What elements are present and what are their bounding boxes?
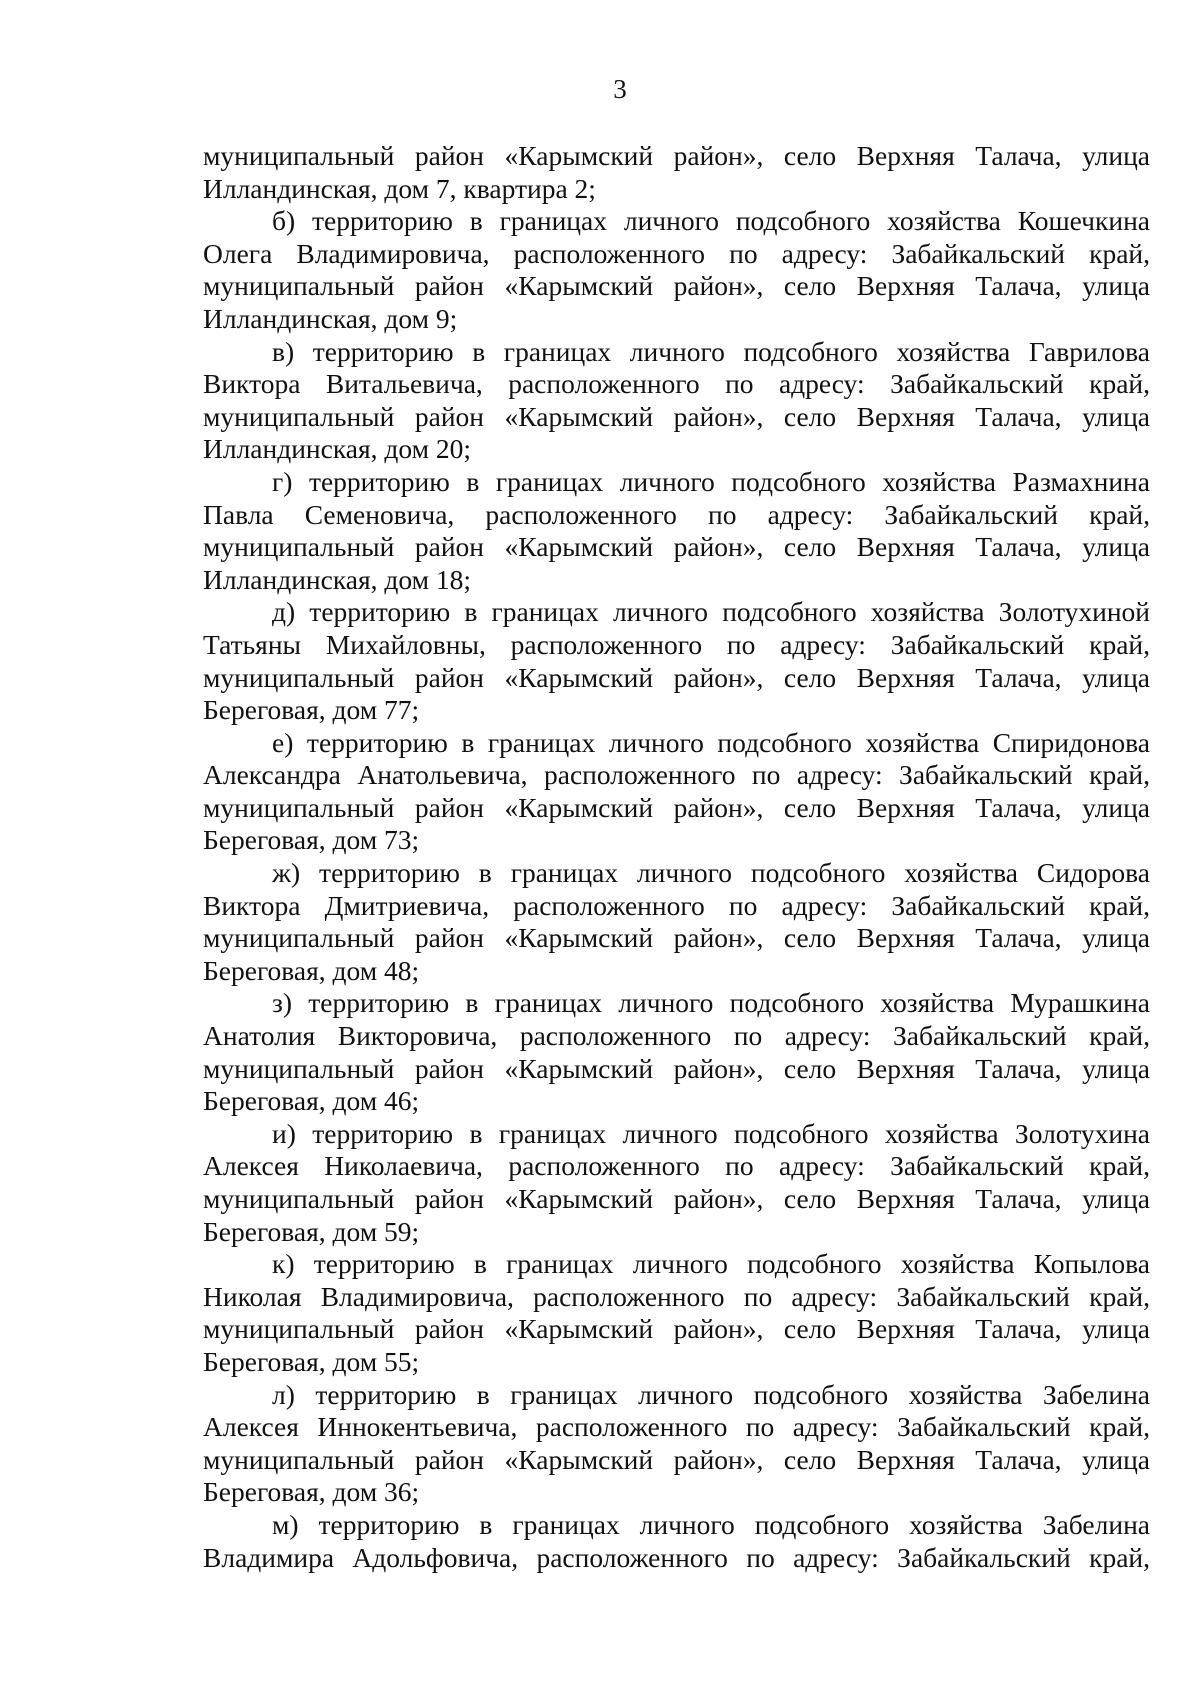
page-number: 3 <box>613 74 627 104</box>
paragraph-item-v: в) территорию в границах личного подсобного хозяйства Гаврилова Виктора Витальевича, расположенного по адресу: Забайкальский край, муниципальный район «Карымский район», село Верхняя Талача, улица Илландинская, дом 20; <box>203 335 1150 465</box>
document-body <box>203 140 1150 1574</box>
paragraph-item-zh: ж) территорию в границах личного подсобного хозяйства Сидорова Виктора Дмитриевича, расположенного по адресу: Забайкальский край, муниципальный район «Карымский район», село Верхняя Талача, улица Береговая, дом 48; <box>203 857 1150 986</box>
paragraph-continuation: муниципальный район «Карымский район», село Верхняя Талача, улица Илландинская, дом 7, квартира 2; <box>203 140 1150 204</box>
paragraph-item-g: г) территорию в границах личного подсобного хозяйства Размахнина Павла Семеновича, расположенного по адресу: Забайкальский край, муниципальный район «Карымский район», село Верхняя Талача, улица Илландинская, дом 18; <box>203 465 1150 595</box>
paragraph-item-z: з) территорию в границах личного подсобного хозяйства Мурашкина Анатолия Викторовича, расположенного по адресу: Забайкальский край, муниципальный район «Карымский район», село Верхняя Талача, улица Береговая, дом 46; <box>203 987 1150 1117</box>
paragraph-item-e: е) территорию в границах личного подсобного хозяйства Спиридонова Александра Анатольевича, расположенного по адресу: Забайкальский край, муниципальный район «Карымский район», село Верхняя Талача, улица Береговая, дом 73; <box>203 726 1150 856</box>
paragraph-item-i: и) территорию в границах личного подсобного хозяйства Золотухина Алексея Николаевича, расположенного по адресу: Забайкальский край, муниципальный район «Карымский район», село Верхняя Талача, улица Береговая, дом 59; <box>203 1117 1150 1247</box>
paragraph-item-l: л) территорию в границах личного подсобного хозяйства Забелина Алексея Иннокентьевича, расположенного по адресу: Забайкальский край, муниципальный район «Карымский район», село Верхняя Талача, улица Береговая, дом 36; <box>203 1378 1150 1508</box>
paragraph-item-b: б) территорию в границах личного подсобного хозяйства Кошечкина Олега Владимировича, расположенного по адресу: Забайкальский край, муниципальный район «Карымский район», село Верхняя Талача, улица Илландинская, дом 9; <box>203 205 1150 334</box>
paragraph-item-d: д) территорию в границах личного подсобного хозяйства Золотухиной Татьяны Михайловны, расположенного по адресу: Забайкальский край, муниципальный район «Карымский район», село Верхняя Талача, улица Береговая, дом 77; <box>203 596 1150 726</box>
paragraph-item-k: к) территорию в границах личного подсобного хозяйства Копылова Николая Владимировича, расположенного по адресу: Забайкальский край, муниципальный район «Карымский район», село Верхняя Талача, улица Береговая, дом 55; <box>203 1248 1150 1377</box>
paragraph-item-m: м) территорию в границах личного подсобного хозяйства Забелина Владимира Адольфовича, расположенного по адресу: Забайкальский край, <box>203 1508 1150 1573</box>
